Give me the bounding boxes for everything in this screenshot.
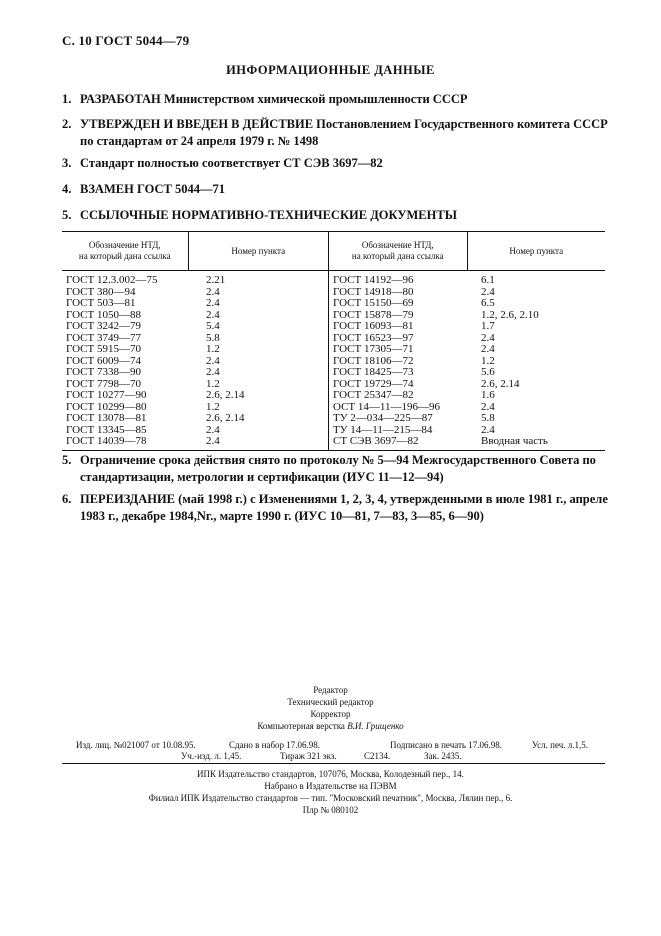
clause-number-left: 2.4 <box>188 367 329 379</box>
pub-sheets: Усл. печ. л.1,5. <box>531 740 588 750</box>
pub-submitted: Сдано в набор 17.06.98. <box>229 740 321 750</box>
clause-number-right: 5.6 <box>481 366 495 378</box>
imprint-block <box>0 768 661 816</box>
ntd-designation-right: ОСТ 14—11—196—96 <box>333 400 440 413</box>
item-number: 2. <box>62 117 72 131</box>
table-row <box>62 413 605 425</box>
ntd-designation-right: ГОСТ 17305—71 <box>333 343 414 355</box>
ntd-designation-left: ГОСТ 14039—78 <box>62 436 188 450</box>
clause-number-left: 2.4 <box>188 425 329 437</box>
item-text: РАЗРАБОТАН Министерством химической промышленности СССР <box>80 92 468 106</box>
ntd-designation-left: ГОСТ 5915—70 <box>66 343 141 355</box>
ntd-designation-left: ГОСТ 7798—70 <box>66 377 141 390</box>
clause-number-left: 2.6, 2.14 <box>188 413 329 425</box>
table-row <box>62 344 605 356</box>
item-text: Ограничение срока действия снято по протоколу № 5—94 Межгосударственного Совета по стандартизации, метрологии и сертификации (ИУС 11—12—94) <box>80 453 596 484</box>
clause-number-right: 5.8 <box>481 412 495 424</box>
item-number: 1. <box>62 92 72 106</box>
ntd-designation-right: ГОСТ 16093—81 <box>333 320 414 332</box>
table-row <box>62 436 605 450</box>
ntd-designation-left: ГОСТ 380—94 <box>66 285 136 298</box>
clause-number-right: Вводная часть <box>467 436 605 450</box>
credit-layout-label: Компьютерная верстка <box>257 721 345 731</box>
ntd-designation-right: ГОСТ 14192—96 <box>333 274 414 286</box>
clause-number-right: 2.4 <box>481 285 495 298</box>
info-item-6-reissue <box>62 491 608 525</box>
credit-tech-editor: Технический редактор <box>287 697 374 707</box>
col-header-ntd-right: Обозначение НТД, на который дана ссылка <box>329 232 468 271</box>
page-header: С. 10 ГОСТ 5044—79 <box>62 33 190 48</box>
ntd-designation-right: ТУ 14—11—215—84 <box>333 423 433 436</box>
item-text: ВЗАМЕН ГОСТ 5044—71 <box>80 182 225 196</box>
table-body <box>62 271 605 451</box>
clause-number-left: 1.2 <box>188 402 329 414</box>
ntd-designation-right: ГОСТ 15878—79 <box>333 308 414 321</box>
clause-number-left: 2.4 <box>188 310 329 322</box>
item-text: ССЫЛОЧНЫЕ НОРМАТИВНО-ТЕХНИЧЕСКИЕ ДОКУМЕНТЫ <box>80 208 457 222</box>
clause-number-right: 6.5 <box>481 297 495 309</box>
imprint-line-3: Филиал ИПК Издательство стандартов — тип. "Московский печатник", Москва, Лялин пер., 6. <box>148 793 513 803</box>
table-row <box>62 390 605 402</box>
clause-number-left: 1.2 <box>188 379 329 391</box>
pub-edit-sheets: Уч.-изд. л. 1,45. <box>181 751 242 761</box>
ntd-designation-right: ГОСТ 19729—74 <box>333 377 414 390</box>
clause-number-left: 1.2 <box>188 344 329 356</box>
pub-license: Изд. лиц. №021007 от 10.08.95. <box>76 740 196 750</box>
table-row <box>62 321 605 333</box>
item-number: 4. <box>62 182 72 196</box>
ntd-designation-left: ГОСТ 503—81 <box>66 297 136 309</box>
imprint-line-4: Плр № 080102 <box>302 805 359 815</box>
publishing-row-1 <box>76 740 588 751</box>
item-text: УТВЕРЖДЕН И ВВЕДЕН В ДЕЙСТВИЕ Постановлением Государственного комитета СССР по стандартам от 24 апреля 1979 г. № 1498 <box>80 117 608 148</box>
ntd-designation-left: ГОСТ 10299—80 <box>66 400 147 413</box>
ntd-designation-right: ГОСТ 18425—73 <box>333 366 414 378</box>
clause-number-left: 5.8 <box>188 333 329 345</box>
clause-number-left: 2.4 <box>188 287 329 299</box>
info-item-5 <box>62 207 608 224</box>
imprint-line-2: Набрано в Издательстве на ПЭВМ <box>264 781 397 791</box>
item-text: ПЕРЕИЗДАНИЕ (май 1998 г.) с Изменениями 1, 2, 3, 4, утвержденными в июле 1981 г., апреле 1983 г., декабре 1984,Nг., марте 1990 г. (ИУС 10—81, 7—83, 3—85, 6—90) <box>80 492 608 523</box>
credit-layout <box>0 720 661 732</box>
ntd-designation-right: СТ СЭВ 3697—82 <box>329 436 468 450</box>
item-number: 5. <box>62 453 72 467</box>
clause-number-right: 1.2 <box>481 354 495 367</box>
clause-number-right: 2.4 <box>481 423 495 436</box>
clause-number-left: 2.4 <box>188 356 329 368</box>
clause-number-right: 2.4 <box>481 400 495 413</box>
reference-documents-table <box>62 231 605 451</box>
item-number: 3. <box>62 156 72 170</box>
clause-number-left: 2.4 <box>188 298 329 310</box>
ntd-designation-right: ГОСТ 18106—72 <box>333 354 414 367</box>
item-number: 5. <box>62 208 72 222</box>
ntd-designation-right: ГОСТ 15150—69 <box>333 297 414 309</box>
clause-number-right: 2.4 <box>481 331 495 344</box>
publishing-row-2 <box>76 751 588 762</box>
info-item-5-limit <box>62 452 608 486</box>
credit-layout-name: В.И. Грищенко <box>347 721 404 731</box>
ntd-designation-right: ГОСТ 14918—80 <box>333 285 414 298</box>
pub-code: С2134. <box>364 751 391 761</box>
col-header-ntd-left: Обозначение НТД, на который дана ссылка <box>62 232 188 271</box>
section-title: ИНФОРМАЦИОННЫЕ ДАННЫЕ <box>226 63 435 77</box>
clause-number-right: 1.6 <box>481 389 495 401</box>
info-item-4 <box>62 181 608 198</box>
col-header-clause-left: Номер пункта <box>188 232 329 271</box>
table-header-row <box>62 232 605 271</box>
credit-corrector: Корректор <box>310 709 351 719</box>
clause-number-left: 2.21 <box>188 271 329 287</box>
clause-number-right: 1.7 <box>481 320 495 332</box>
ntd-designation-left: ГОСТ 1050—88 <box>66 308 141 321</box>
ntd-designation-left: ГОСТ 13345—85 <box>66 423 147 436</box>
ntd-designation-left: ГОСТ 10277—90 <box>66 389 147 401</box>
pub-print-run: Тираж 321 экз. <box>280 751 337 761</box>
item-number: 6. <box>62 492 72 506</box>
info-item-2 <box>62 116 608 150</box>
item-text: Стандарт полностью соответствует СТ СЭВ 3697—82 <box>80 156 383 170</box>
imprint-line-1: ИПК Издательство стандартов, 107076, Москва, Колодезный пер., 14. <box>197 769 464 779</box>
credits-block <box>0 684 661 732</box>
clause-number-right: 2.6, 2.14 <box>481 377 520 390</box>
ntd-designation-right: ГОСТ 16523—97 <box>333 331 414 344</box>
info-item-1 <box>62 91 608 108</box>
ntd-designation-left: ГОСТ 3242—79 <box>66 320 141 332</box>
ntd-designation-left: ГОСТ 3749—77 <box>66 331 141 344</box>
credit-editor: Редактор <box>313 685 348 695</box>
table-row <box>62 271 605 287</box>
pub-signed: Подписано в печать 17.06.98. <box>390 740 503 750</box>
clause-number-left: 5.4 <box>188 321 329 333</box>
info-item-3 <box>62 155 608 172</box>
footer-divider <box>62 763 605 764</box>
clause-number-right: 1.2, 2.6, 2.10 <box>481 308 539 321</box>
ntd-designation-left: ГОСТ 6009—74 <box>66 354 141 367</box>
clause-number-left: 2.6, 2.14 <box>188 390 329 402</box>
ntd-designation-left: ГОСТ 13078—81 <box>66 412 147 424</box>
ntd-designation-right: ГОСТ 25347—82 <box>333 389 414 401</box>
col-header-clause-right: Номер пункта <box>467 232 605 271</box>
clause-number-right: 2.4 <box>481 343 495 355</box>
ntd-designation-left: ГОСТ 7338—90 <box>66 366 141 378</box>
clause-number-left: 2.4 <box>188 436 329 450</box>
clause-number-right: 6.1 <box>481 274 495 286</box>
ntd-designation-right: ТУ 2—034—225—87 <box>333 412 433 424</box>
pub-order: Зак. 2435. <box>424 751 462 761</box>
table-row <box>62 298 605 310</box>
table-row <box>62 367 605 379</box>
ntd-designation-left: ГОСТ 12.3.002—75 <box>66 274 158 286</box>
